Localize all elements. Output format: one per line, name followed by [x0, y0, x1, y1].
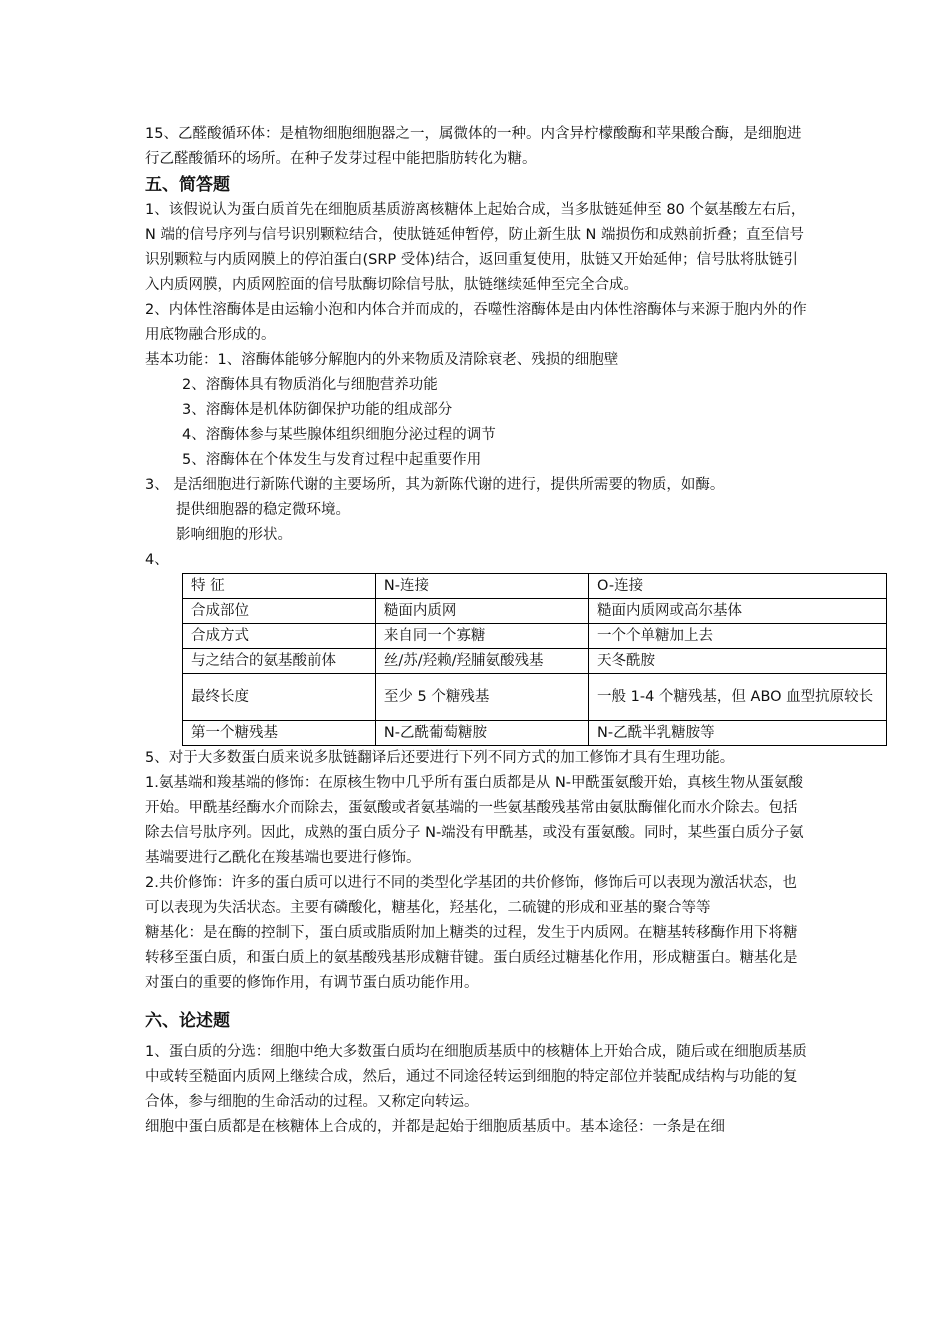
- glycosylation-comparison-table: [182, 573, 887, 746]
- table-cell: 最终长度: [183, 674, 376, 721]
- answer-5-terminal-modification: 1.氨基端和羧基端的修饰：在原核生物中几乎所有蛋白质都是从 N-甲酰蛋氨酸开始，真核生物从蛋氨酸开始。甲酰基经酶水介而除去，蛋氨酸或者氨基端的一些氨基酸残基常由氨肽酶催化而水介除去。包括除去信号肽序列。因此，成熟的蛋白质分子 N-端没有甲酰基，或没有蛋氨酸。同时，某些蛋白质分子氨基端要进行乙酰化在羧基端也要进行修饰。: [145, 775, 804, 866]
- table-cell: 丝/苏/羟赖/羟脯氨酸残基: [375, 649, 588, 674]
- answer-2-functions-title: 基本功能：1、溶酶体能够分解胞内的外来物质及清除衰老、残损的细胞壁: [145, 352, 619, 368]
- table-row: [183, 649, 887, 674]
- answer-1: 1、该假说认为蛋白质首先在细胞质基质游离核糖体上起始合成，当多肽链延伸至 80 个氨基酸左右后，N 端的信号序列与信号识别颗粒结合，使肽链延伸暂停，防止新生肽 N 端损伤和成熟前折叠；直至信号识别颗粒与内质网膜上的停泊蛋白(SRP 受体)结合，返回重复使用，肽链又开始延伸；信号肽将肽链引入内质网膜，内质网腔面的信号肽酶切除信号肽，肽链继续延伸至完全合成。: [145, 202, 806, 293]
- table-cell: 特 征: [183, 574, 376, 599]
- table-row: [183, 599, 887, 624]
- table-cell: 合成方式: [183, 624, 376, 649]
- table-row: [183, 624, 887, 649]
- table-row: [183, 721, 887, 746]
- answer-3-line-1: 3、 是活细胞进行新陈代谢的主要场所，其为新陈代谢的进行，提供所需要的物质，如酶。: [145, 477, 725, 493]
- answer-5: 5、对于大多数蛋白质来说多肽链翻译后还要进行下列不同方式的加工修饰才具有生理功能。: [145, 750, 735, 766]
- spacer: [145, 996, 810, 1008]
- table-cell: 与之结合的氨基酸前体: [183, 649, 376, 674]
- table-cell: O-连接: [589, 574, 887, 599]
- table-cell: N-乙酰葡萄糖胺: [375, 721, 588, 746]
- table-cell: 来自同一个寡糖: [375, 624, 588, 649]
- answer-4-label: 4、: [145, 552, 169, 568]
- section-heading-short-answer: 五、简答题: [145, 175, 230, 195]
- answer-3-line-3: 影响细胞的形状。: [176, 527, 292, 543]
- table-cell: N-乙酰半乳糖胺等: [589, 721, 887, 746]
- table-cell: 合成部位: [183, 599, 376, 624]
- function-item: 3、溶酶体是机体防御保护功能的组成部分: [182, 402, 453, 418]
- essay-1: 1、蛋白质的分选：细胞中绝大多数蛋白质均在细胞质基质中的核糖体上开始合成，随后或在细胞质基质中或转至糙面内质网上继续合成，然后，通过不同途径转运到细胞的特定部位并装配成结构与功能的复合体，参与细胞的生命活动的过程。又称定向转运。: [145, 1044, 807, 1110]
- table-cell: 一般 1-4 个糖残基，但 ABO 血型抗原较长: [589, 674, 887, 721]
- table-cell: 天冬酰胺: [589, 649, 887, 674]
- table-cell: 至少 5 个糖残基: [375, 674, 588, 721]
- essay-1-continued: 细胞中蛋白质都是在核糖体上合成的，并都是起始于细胞质基质中。基本途径：一条是在细: [145, 1119, 725, 1135]
- table-cell: 第一个糖残基: [183, 721, 376, 746]
- section-heading-essay: 六、论述题: [145, 1011, 230, 1031]
- table-cell: N-连接: [375, 574, 588, 599]
- document-page: [145, 122, 874, 1140]
- paragraph-15: 15、乙醛酸循环体：是植物细胞细胞器之一，属微体的一种。内含异柠檬酸酶和苹果酸合酶，是细胞进行乙醛酸循环的场所。在种子发芽过程中能把脂肪转化为糖。: [145, 126, 802, 167]
- answer-3-line-2: 提供细胞器的稳定微环境。: [176, 502, 350, 518]
- answer-5-covalent-modification: 2.共价修饰：许多的蛋白质可以进行不同的类型化学基团的共价修饰，修饰后可以表现为激活状态，也可以表现为失活状态。主要有磷酸化，糖基化，羟基化，二硫键的形成和亚基的聚合等等: [145, 875, 797, 916]
- answer-2: 2、内体性溶酶体是由运输小泡和内体合并而成的，吞噬性溶酶体是由内体性溶酶体与来源于胞内外的作用底物融合形成的。: [145, 302, 807, 343]
- table-row: [183, 574, 887, 599]
- table-row: [183, 674, 887, 721]
- table-cell: 糙面内质网或高尔基体: [589, 599, 887, 624]
- function-item: 5、溶酶体在个体发生与发育过程中起重要作用: [182, 452, 482, 468]
- function-item: 2、溶酶体具有物质消化与细胞营养功能: [182, 377, 438, 393]
- table-cell: 一个个单糖加上去: [589, 624, 887, 649]
- function-item: 4、溶酶体参与某些腺体组织细胞分泌过程的调节: [182, 427, 496, 443]
- answer-5-glycosylation: 糖基化：是在酶的控制下，蛋白质或脂质附加上糖类的过程，发生于内质网。在糖基转移酶作用下将糖转移至蛋白质，和蛋白质上的氨基酸残基形成糖苷键。蛋白质经过糖基化作用，形成糖蛋白。糖基化是对蛋白的重要的修饰作用，有调节蛋白质功能作用。: [145, 925, 798, 991]
- table-cell: 糙面内质网: [375, 599, 588, 624]
